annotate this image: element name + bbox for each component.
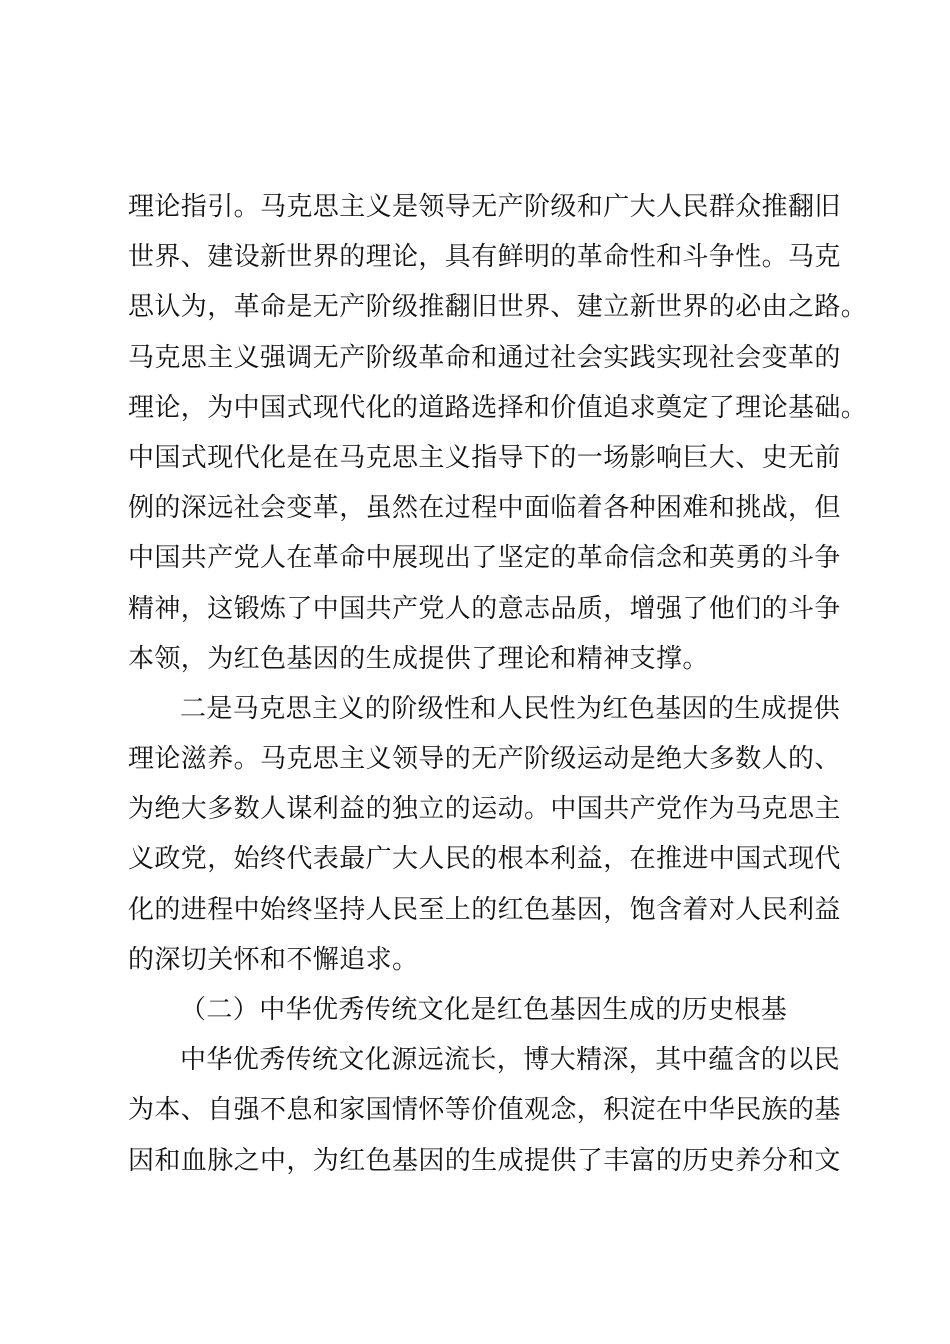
body-text [128,182,868,1186]
text-line: 中国共产党人在革命中展现出了坚定的革命信念和英勇的斗争 [128,543,841,574]
text-line: 理论，为中国式现代化的道路选择和价值追求奠定了理论基础。 [128,392,868,423]
text-line: 本领，为红色基因的生成提供了理论和精神支撑。 [128,643,709,674]
text-line: 为绝大多数人谋利益的独立的运动。中国共产党作为马克思主 [128,794,841,825]
text-line: 中国式现代化是在马克思主义指导下的一场影响巨大、史无前 [128,442,841,473]
text-line: 例的深远社会变革，虽然在过程中面临着各种困难和挑战，但 [128,493,841,524]
text-line: 思认为，革命是无产阶级推翻旧世界、建立新世界的必由之路。 [128,292,868,323]
text-line: 为本、自强不息和家国情怀等价值观念，积淀在中华民族的基 [128,1095,841,1126]
text-line: 理论滋养。马克思主义领导的无产阶级运动是绝大多数人的、 [128,744,841,775]
text-line: 精神，这锻炼了中国共产党人的意志品质，增强了他们的斗争 [128,593,841,624]
text-line: 义政党，始终代表最广大人民的根本利益，在推进中国式现代 [128,844,841,875]
text-line: 化的进程中始终坚持人民至上的红色基因，饱含着对人民利益 [128,894,841,925]
text-line: 理论指引。马克思主义是领导无产阶级和广大人民群众推翻旧 [128,192,841,222]
section-heading: （二）中华优秀传统文化是红色基因生成的历史根基 [180,995,788,1025]
text-line: 因和血脉之中，为红色基因的生成提供了丰富的历史养分和文 [128,1145,841,1176]
paragraph-start-line: 二是马克思主义的阶级性和人民性为红色基因的生成提供 [180,693,841,724]
text-line: 世界、建设新世界的理论，具有鲜明的革命性和斗争性。马克 [128,242,841,273]
text-line: 的深切关怀和不懈追求。 [128,944,419,975]
text-line: 马克思主义强调无产阶级革命和通过社会实践实现社会变革的 [128,342,841,373]
paragraph-start-line: 中华优秀传统文化源远流长，博大精深，其中蕴含的以民 [180,1045,841,1076]
